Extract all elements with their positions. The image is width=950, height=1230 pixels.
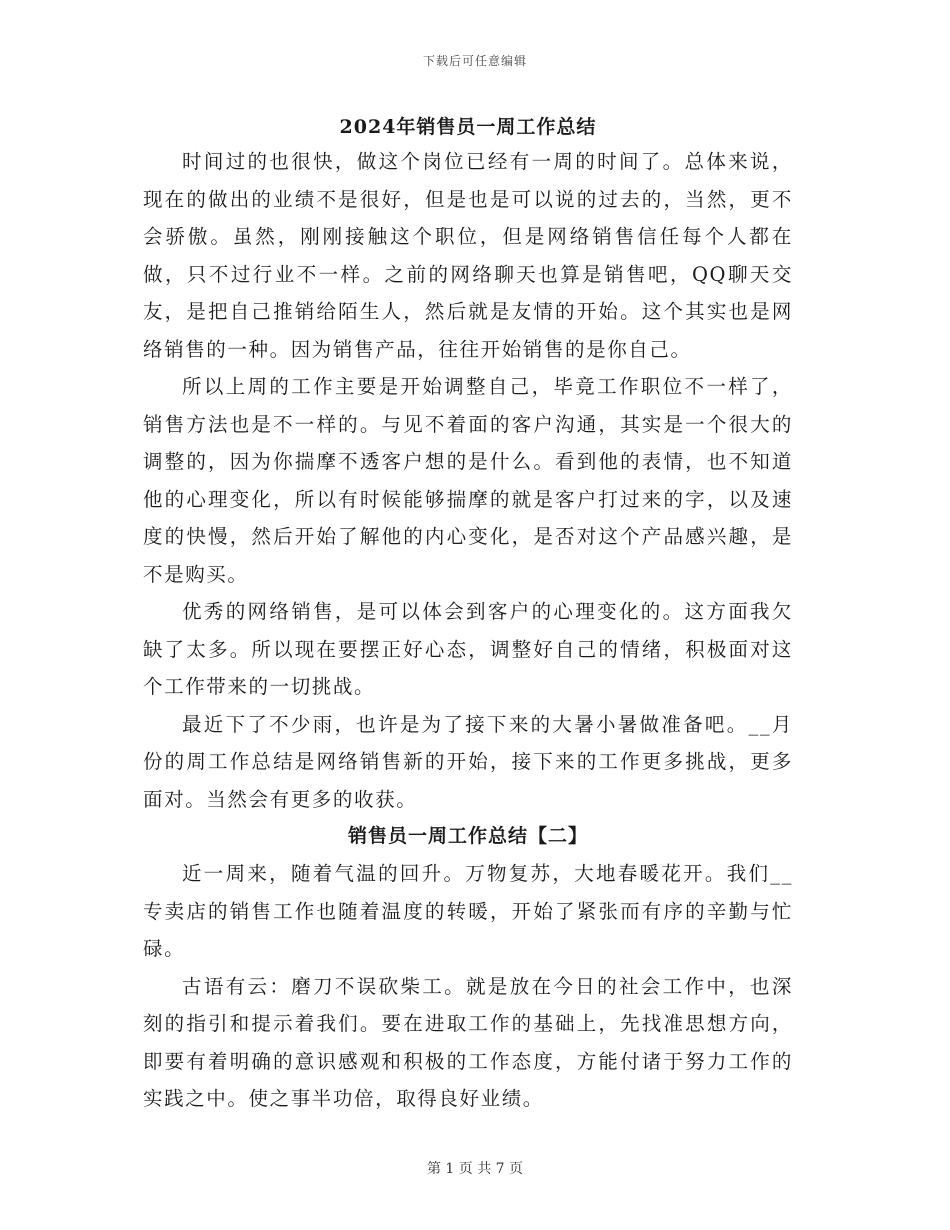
paragraph: 近一周来，随着气温的回升。万物复苏，大地春暖花开。我们__专卖店的销售工作也随着温度的转暖，开始了紧张而有序的辛勤与忙碌。 — [143, 862, 793, 960]
paragraph: 所以上周的工作主要是开始调整自己，毕竟工作职位不一样了，销售方法也是不一样的。与见不着面的客户沟通，其实是一个很大的调整的，因为你揣摩不透客户想的是什么。看到他的表情，也不知道他的心理变化，所以有时候能够揣摩的就是客户打过来的字，以及速度的快慢，然后开始了解他的内心变化，是否对这个产品感兴趣，是不是购买。 — [143, 375, 793, 586]
paragraph: 古语有云：磨刀不误砍柴工。就是放在今日的社会工作中，也深刻的指引和提示着我们。要在进取工作的基础上，先找准思想方向，即要有着明确的意识感观和积极的工作态度，方能付诸于努力工作的实践之中。使之事半功倍，取得良好业绩。 — [143, 974, 793, 1110]
paragraph: 优秀的网络销售，是可以体会到客户的心理变化的。这方面我欠缺了太多。所以现在要摆正好心态，调整好自己的情绪，积极面对这个工作带来的一切挑战。 — [143, 600, 793, 698]
section-title: 销售员一周工作总结【二】 — [347, 825, 588, 847]
document-title: 2024年销售员一周工作总结 — [339, 116, 597, 138]
document-body — [143, 112, 793, 1118]
paragraph: 时间过的也很快，做这个岗位已经有一周的时间了。总体来说，现在的做出的业绩不是很好，但是也是可以说的过去的，当然，更不会骄傲。虽然，刚刚接触这个职位，但是网络销售信任每个人都在做，只不过行业不一样。之前的网络聊天也算是销售吧，QQ聊天交友，是把自己推销给陌生人，然后就是友情的开始。这个其实也是网络销售的一种。因为销售产品，往往开始销售的是你自己。 — [143, 150, 793, 361]
page-header: 下载后可任意编辑 — [422, 54, 527, 68]
paragraph: 最近下了不少雨，也许是为了接下来的大暑小暑做准备吧。__月份的周工作总结是网络销售新的开始，接下来的工作更多挑战，更多面对。当然会有更多的收获。 — [143, 712, 793, 811]
page-number: 第 1 页 共 7 页 — [426, 1161, 524, 1177]
